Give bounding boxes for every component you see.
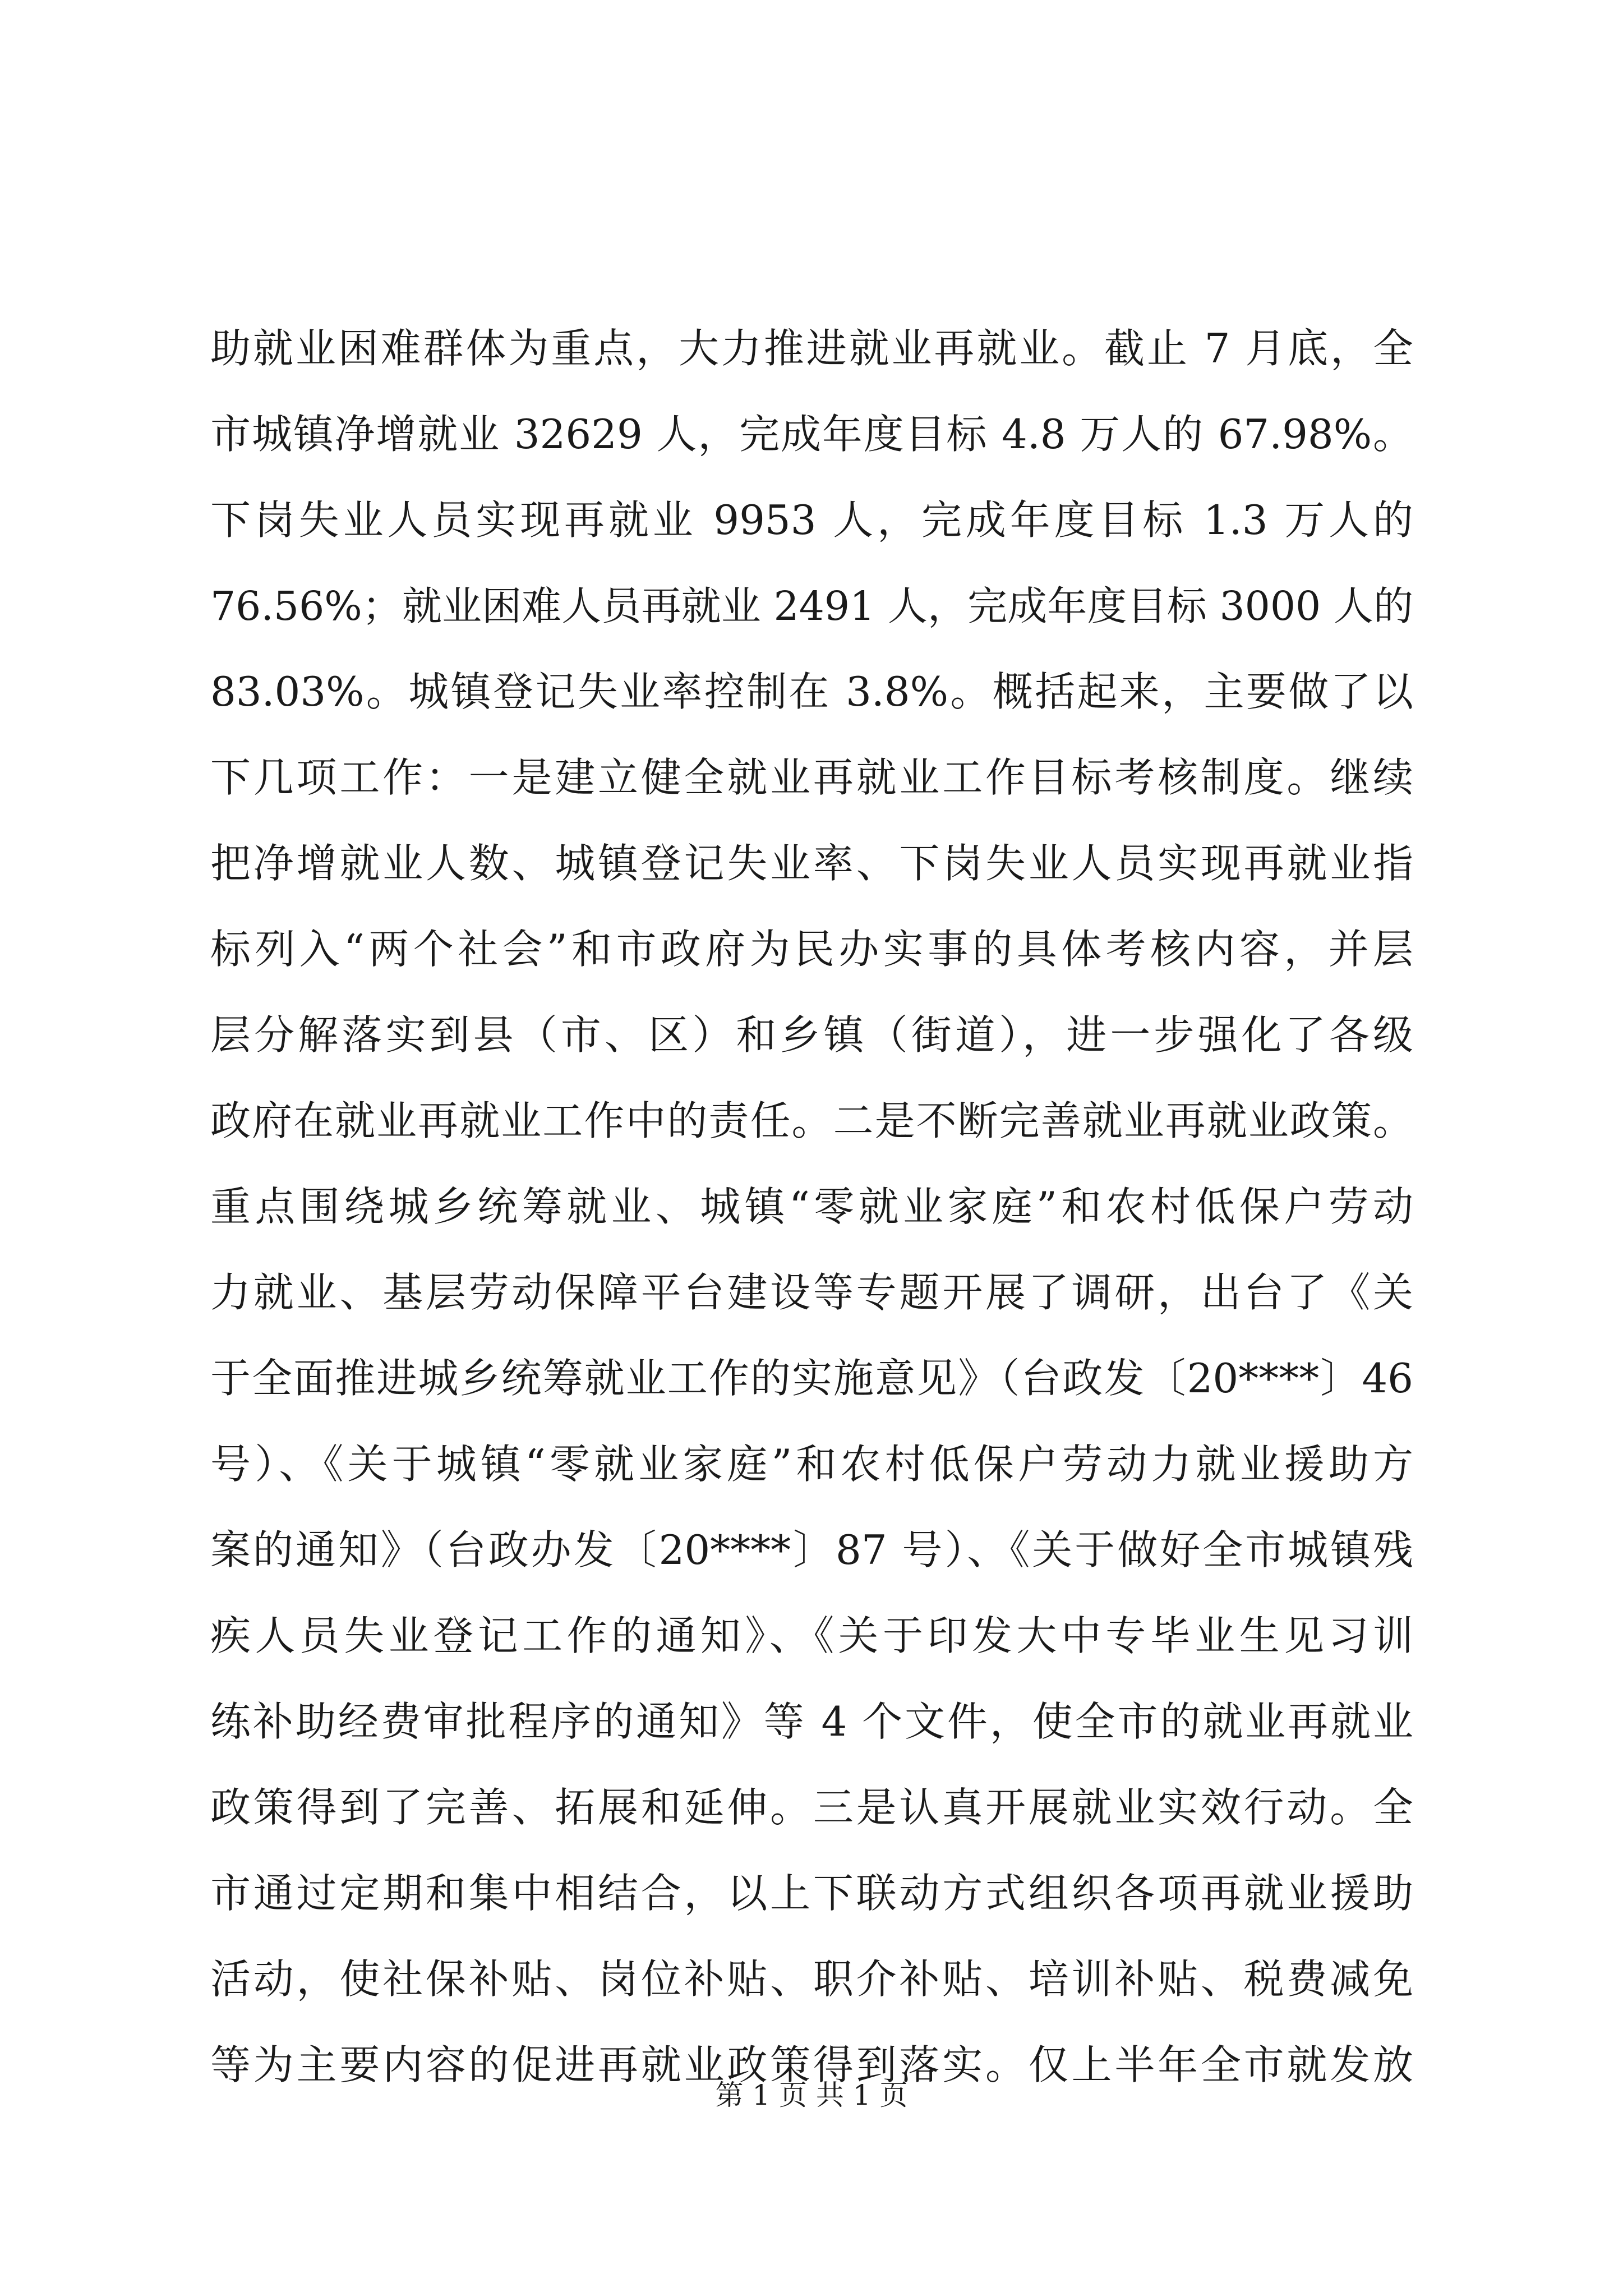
text-line: 把净增就业人数、城镇登记失业率、下岗失业人员实现再就业指 xyxy=(210,840,1413,887)
page-footer xyxy=(0,2073,1623,2118)
text-line: 疾人员失业登记工作的通知》、《关于印发大中专毕业生见习训 xyxy=(210,1612,1413,1659)
body-text xyxy=(210,306,1413,2108)
text-line: 标列入“两个社会”和市政府为民办实事的具体考核内容，并层 xyxy=(210,926,1413,973)
text-line: 政策得到了完善、拓展和延伸。三是认真开展就业实效行动。全 xyxy=(210,1784,1413,1831)
text-line: 76.56%；就业困难人员再就业 2491 人，完成年度目标 3000 人的 xyxy=(210,583,1413,629)
text-line: 活动，使社保补贴、岗位补贴、职介补贴、培训补贴、税费减免 xyxy=(210,1955,1413,2003)
text-line: 重点围绕城乡统筹就业、城镇“零就业家庭”和农村低保户劳动 xyxy=(210,1183,1413,1230)
text-line: 助就业困难群体为重点，大力推进就业再就业。截止 7 月底，全 xyxy=(210,325,1413,372)
text-line: 下岗失业人员实现再就业 9953 人，完成年度目标 1.3 万人的 xyxy=(210,496,1413,544)
text-line: 市城镇净增就业 32629 人，完成年度目标 4.8 万人的 67.98%。 xyxy=(210,411,1413,458)
text-line: 案的通知》（台政办发〔20****〕87 号）、《关于做好全市城镇残 xyxy=(210,1526,1413,1573)
page-number: 第 1 页 共 1 页 xyxy=(715,2079,908,2111)
text-line: 于全面推进城乡统筹就业工作的实施意见》（台政发〔20****〕46 xyxy=(210,1355,1413,1402)
text-line: 号）、《关于城镇“零就业家庭”和农村低保户劳动力就业援助方 xyxy=(210,1441,1413,1488)
text-line: 力就业、基层劳动保障平台建设等专题开展了调研，出台了《关 xyxy=(210,1269,1413,1316)
text-line: 层分解落实到县（市、区）和乡镇（街道），进一步强化了各级 xyxy=(210,1011,1413,1059)
text-line: 练补助经费审批程序的通知》等 4 个文件，使全市的就业再就业 xyxy=(210,1698,1413,1745)
text-line: 下几项工作：一是建立健全就业再就业工作目标考核制度。继续 xyxy=(210,754,1413,801)
text-line: 政府在就业再就业工作中的责任。二是不断完善就业再就业政策。 xyxy=(210,1097,1413,1144)
text-line: 市通过定期和集中相结合，以上下联动方式组织各项再就业援助 xyxy=(210,1870,1413,1917)
text-line: 等为主要内容的促进再就业政策得到落实。仅上半年全市就发放 xyxy=(210,2041,1413,2088)
text-line: 83.03%。城镇登记失业率控制在 3.8%。概括起来，主要做了以 xyxy=(210,668,1413,715)
